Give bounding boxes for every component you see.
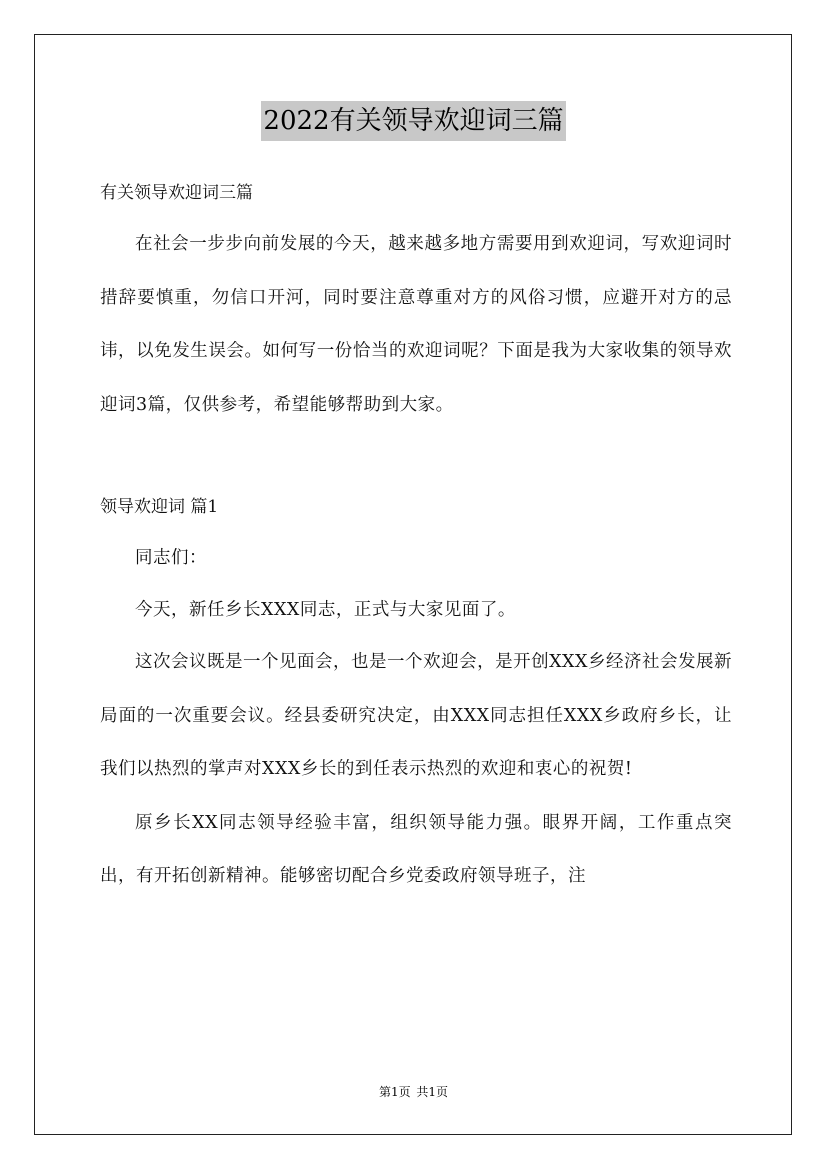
paragraph: 今天，新任乡长XXX同志，正式与大家见面了。 xyxy=(135,600,516,620)
document-body xyxy=(100,168,732,904)
intro-paragraph: 在社会一步步向前发展的今天，越来越多地方需要用到欢迎词，写欢迎词时措辞要慎重，勿信口开河，同时要注意尊重对方的风俗习惯，应避开对方的忌讳，以免发生误会。如何写一份恰当的欢迎词呢？下面是我为大家收集的领导欢迎词3篇，仅供参考，希望能够帮助到大家。 xyxy=(100,234,732,415)
paragraph: 同志们： xyxy=(135,548,207,568)
section-heading: 领导欢迎词 篇1 xyxy=(100,497,219,517)
paragraph: 这次会议既是一个见面会，也是一个欢迎会，是开创XXX乡经济社会发展新局面的一次重要会议。经县委研究决定，由XXX同志担任XXX乡政府乡长，让我们以热烈的掌声对XXX乡长的到任表示热烈的欢迎和衷心的祝贺! xyxy=(100,652,732,779)
page-footer xyxy=(0,1083,827,1101)
title-container xyxy=(0,101,827,141)
paragraph: 原乡长XX同志领导经验丰富，组织领导能力强。眼界开阔，工作重点突出，有开拓创新精神。能够密切配合乡党委政府领导班子，注 xyxy=(100,812,732,886)
page-number: 第1页 xyxy=(378,1085,411,1099)
page-total: 共1页 xyxy=(416,1085,449,1099)
subtitle: 有关领导欢迎词三篇 xyxy=(100,183,253,203)
section-gap xyxy=(100,432,732,482)
document-title: 2022有关领导欢迎词三篇 xyxy=(261,101,565,141)
